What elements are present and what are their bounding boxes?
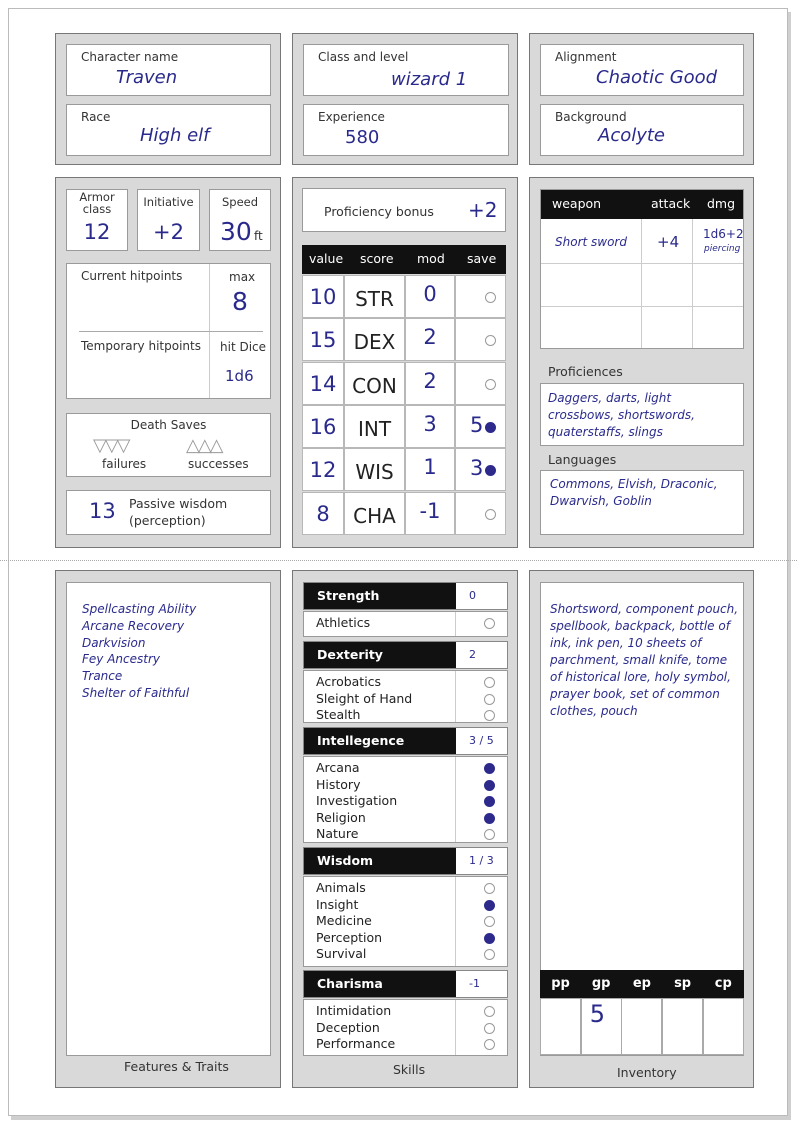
race-value: High elf [140, 125, 210, 146]
success-marks[interactable]: △△△ [186, 435, 222, 456]
class-level-field[interactable] [303, 44, 509, 96]
ability-score-name: WIS [344, 448, 405, 491]
character-name-label: Character name [81, 50, 179, 64]
weapons-header-weapon: weapon [552, 196, 602, 211]
skill-group-header [303, 970, 508, 998]
abilities-header-mod: mod [417, 251, 445, 266]
skill-name: Investigation [316, 793, 398, 808]
skill-group-body [303, 670, 508, 723]
skill-group-name: Intellegence [304, 728, 456, 754]
feature-item[interactable]: Darkvision [82, 635, 146, 650]
coin-header: pp [540, 970, 581, 998]
weapon-dmg-type: piercing [704, 244, 741, 254]
skill-group-name: Charisma [304, 971, 456, 997]
armor-class-label: Armor class [79, 190, 115, 216]
background-field[interactable] [540, 104, 744, 156]
ability-save-value: 5 [470, 412, 484, 437]
skill-name: Perception [316, 929, 383, 945]
skill-group-header [303, 847, 508, 875]
weapons-header-attack: attack [651, 196, 691, 211]
ability-score-name: DEX [344, 318, 405, 361]
abilities-header [302, 245, 506, 274]
max-hp-value: 8 [232, 287, 248, 316]
save-proficiency-icon[interactable] [485, 509, 496, 520]
coin-value-cell[interactable] [703, 998, 744, 1055]
skill-name: Nature [316, 826, 359, 841]
skill-name: Medicine [316, 913, 372, 928]
coin-header: cp [703, 970, 744, 998]
ability-score-name: INT [344, 405, 405, 448]
skill-proficiency-icon[interactable] [484, 677, 495, 688]
weapons-col-line-2 [692, 219, 693, 348]
alignment-label: Alignment [555, 50, 617, 64]
skill-proficiency-icon[interactable] [484, 763, 495, 774]
character-name-value: Traven [116, 67, 178, 88]
experience-value: 580 [345, 127, 380, 148]
save-proficiency-icon[interactable] [485, 335, 496, 346]
languages-label: Languages [548, 452, 617, 467]
skill-proficiency-icon[interactable] [484, 710, 495, 721]
skill-group-body [303, 756, 508, 843]
skill-column-divider [455, 1000, 456, 1055]
proficiency-bonus-label: Proficiency bonus [324, 204, 434, 219]
coin-header: ep [621, 970, 662, 998]
skill-column-divider [455, 877, 456, 966]
ability-value[interactable]: 16 [302, 405, 344, 448]
ability-value[interactable]: 14 [302, 362, 344, 405]
ability-row [302, 275, 506, 318]
skill-group-name: Dexterity [304, 642, 456, 668]
race-field[interactable] [66, 104, 271, 156]
skill-proficiency-icon[interactable] [484, 883, 495, 894]
skill-group-body [303, 999, 508, 1056]
race-label: Race [81, 110, 111, 124]
coin-header: gp [581, 970, 622, 998]
coin-value: 5 [589, 1000, 605, 1028]
background-label: Background [555, 110, 627, 124]
weapons-header-dmg: dmg [707, 196, 736, 211]
weapon-dmg: 1d6+2 [703, 227, 744, 241]
weapons-row-line-1 [541, 263, 743, 264]
skill-name: Survival [316, 946, 367, 961]
speed-value: 30 [220, 217, 252, 246]
class-level-value: wizard 1 [391, 69, 468, 90]
skill-name: History [316, 776, 361, 792]
proficiencies-label: Proficiences [548, 364, 623, 379]
experience-label: Experience [318, 110, 385, 124]
coin-value-cell[interactable] [540, 998, 581, 1055]
ability-value[interactable]: 10 [302, 275, 344, 318]
ability-score-name: STR [344, 275, 405, 318]
ability-mod[interactable]: 2 [405, 318, 455, 361]
feature-item[interactable]: Fey Ancestry [82, 652, 160, 667]
skill-group-header [303, 641, 508, 669]
skill-proficiency-icon[interactable] [484, 900, 495, 911]
skill-proficiency-icon[interactable] [484, 1039, 495, 1050]
skill-name: Stealth [316, 707, 361, 722]
feature-item[interactable]: Spellcasting Ability [82, 602, 197, 616]
ability-mod[interactable]: 2 [405, 362, 455, 405]
coin-value-cell[interactable] [662, 998, 703, 1055]
skill-name: Sleight of Hand [316, 690, 413, 706]
skill-group-body [303, 876, 508, 967]
features-box[interactable] [66, 582, 271, 1056]
temp-hp-label: Temporary hitpoints [81, 339, 201, 353]
skill-group-name: Wisdom [304, 848, 456, 874]
save-proficiency-icon[interactable] [485, 465, 496, 476]
ability-save[interactable] [455, 448, 506, 491]
skill-group-value: -1 [469, 977, 480, 990]
background-value: Acolyte [598, 125, 666, 146]
inventory-text: Shortsword, component pouch, spellbook, backpack, bottle of ink, ink pen, 10 sheets of parchment, small knife, tome of historical lore, holy symbol, prayer book, set of common clothes, pouch [550, 602, 739, 718]
skill-proficiency-icon[interactable] [484, 694, 495, 705]
skill-group-value: 0 [469, 589, 476, 602]
ability-save[interactable] [455, 405, 506, 448]
feature-item[interactable]: Arcane Recovery [82, 618, 185, 633]
weapons-col-line-1 [641, 219, 642, 348]
hitpoints-box[interactable] [66, 263, 271, 399]
death-saves-label: Death Saves [130, 418, 207, 432]
skill-group-value: 3 / 5 [469, 734, 494, 747]
speed-label: Speed [221, 195, 259, 209]
coin-header: sp [662, 970, 703, 998]
ability-mod[interactable]: 3 [405, 405, 455, 448]
failures-label: failures [102, 457, 147, 471]
skill-proficiency-icon[interactable] [484, 829, 495, 840]
weapons-row-line-2 [541, 306, 743, 307]
features-list [82, 601, 196, 702]
save-proficiency-icon[interactable] [485, 292, 496, 303]
ability-save[interactable] [455, 318, 506, 361]
successes-label: successes [188, 457, 249, 471]
languages-box[interactable] [540, 470, 744, 535]
ability-value[interactable]: 12 [302, 448, 344, 491]
feature-item[interactable]: Trance [82, 669, 123, 684]
skill-group-body [303, 611, 508, 637]
divider [0, 560, 797, 561]
skill-proficiency-icon[interactable] [484, 1006, 495, 1017]
languages-text: Commons, Elvish, Draconic, Dwarvish, Goblin [550, 477, 718, 508]
skill-column-divider [455, 612, 456, 636]
weapon-name[interactable]: Short sword [555, 235, 627, 249]
skill-proficiency-icon[interactable] [484, 933, 495, 944]
weapon-attack: +4 [657, 233, 680, 251]
initiative-label: Initiative [143, 195, 194, 209]
skills-label: Skills [393, 1062, 426, 1077]
skill-name: Religion [316, 809, 366, 825]
ability-value[interactable]: 15 [302, 318, 344, 361]
proficiency-bonus-box[interactable] [302, 188, 506, 232]
hp-divider-h [79, 331, 263, 332]
skill-group-header [303, 727, 508, 755]
abilities-header-save: save [467, 251, 497, 266]
ability-score-name: CHA [344, 492, 405, 535]
ability-row [302, 362, 506, 405]
ability-row [302, 448, 506, 491]
skill-group-header [303, 582, 508, 610]
features-label: Features & Traits [124, 1059, 229, 1074]
ability-mod[interactable]: -1 [405, 492, 455, 535]
proficiencies-box[interactable] [540, 383, 744, 446]
skill-column-divider [455, 757, 456, 842]
skill-name: Acrobatics [316, 674, 382, 689]
ability-row [302, 405, 506, 448]
character-name-field[interactable] [66, 44, 271, 96]
coin-value-cell[interactable] [621, 998, 662, 1055]
experience-field[interactable] [303, 104, 509, 156]
skill-name: Insight [316, 896, 359, 912]
alignment-field[interactable] [540, 44, 744, 96]
ability-save[interactable] [455, 492, 506, 535]
weapons-table [540, 189, 744, 349]
ability-value[interactable]: 8 [302, 492, 344, 535]
feature-item[interactable]: Shelter of Faithful [82, 685, 190, 700]
abilities-header-score: score [360, 251, 394, 266]
save-proficiency-icon[interactable] [485, 379, 496, 390]
skill-proficiency-icon[interactable] [484, 1023, 495, 1034]
failure-marks[interactable]: ▽▽▽ [93, 435, 129, 456]
initiative-box[interactable] [137, 189, 200, 251]
current-hp-label: Current hitpoints [81, 269, 183, 283]
skill-proficiency-icon[interactable] [484, 618, 495, 629]
ability-score-name: CON [344, 362, 405, 405]
save-proficiency-icon[interactable] [485, 422, 496, 433]
skill-proficiency-icon[interactable] [484, 916, 495, 927]
ability-mod[interactable]: 0 [405, 275, 455, 318]
skill-group-value: 1 / 3 [469, 854, 494, 867]
passive-wisdom-label: Passive wisdom [129, 496, 228, 511]
initiative-value: +2 [153, 220, 184, 244]
skill-name: Arcana [316, 760, 360, 775]
skill-proficiency-icon[interactable] [484, 813, 495, 824]
skill-name: Intimidation [316, 1003, 392, 1018]
class-level-label: Class and level [318, 50, 409, 64]
skill-proficiency-icon[interactable] [484, 780, 495, 791]
max-hp-label: max [229, 270, 256, 284]
ability-mod[interactable]: 1 [405, 448, 455, 491]
skill-name: Performance [316, 1036, 396, 1051]
speed-box[interactable] [209, 189, 271, 251]
abilities-header-value: value [309, 251, 344, 266]
ability-save[interactable] [455, 275, 506, 318]
coin-value-cell[interactable] [581, 998, 622, 1055]
proficiency-bonus-value: +2 [468, 198, 498, 222]
ability-row [302, 492, 506, 535]
weapons-header [541, 190, 743, 219]
ability-save[interactable] [455, 362, 506, 405]
proficiencies-text: Daggers, darts, light crossbows, shortswords, quaterstaffs, slings [548, 391, 695, 439]
armor-class-value: 12 [83, 220, 111, 244]
passive-wisdom-sublabel: (perception) [129, 513, 206, 528]
armor-class-box[interactable] [66, 189, 128, 251]
skill-name: Animals [316, 880, 366, 895]
hit-dice-value: 1d6 [225, 367, 254, 385]
skill-group-value: 2 [469, 648, 476, 661]
ability-save-value: 3 [470, 456, 484, 481]
ability-row [302, 318, 506, 361]
passive-wisdom-value: 13 [89, 499, 116, 523]
skill-column-divider [455, 671, 456, 722]
skill-proficiency-icon[interactable] [484, 949, 495, 960]
inventory-label: Inventory [617, 1065, 677, 1080]
skill-name: Deception [316, 1019, 380, 1035]
alignment-value: Chaotic Good [596, 67, 718, 88]
hit-dice-label: hit Dice [220, 340, 267, 354]
skill-name: Athletics [316, 615, 371, 630]
passive-wisdom-box[interactable] [66, 490, 271, 535]
skill-group-name: Strength [304, 583, 456, 609]
skill-proficiency-icon[interactable] [484, 796, 495, 807]
death-saves-box[interactable] [66, 413, 271, 477]
speed-unit: ft [254, 229, 263, 243]
